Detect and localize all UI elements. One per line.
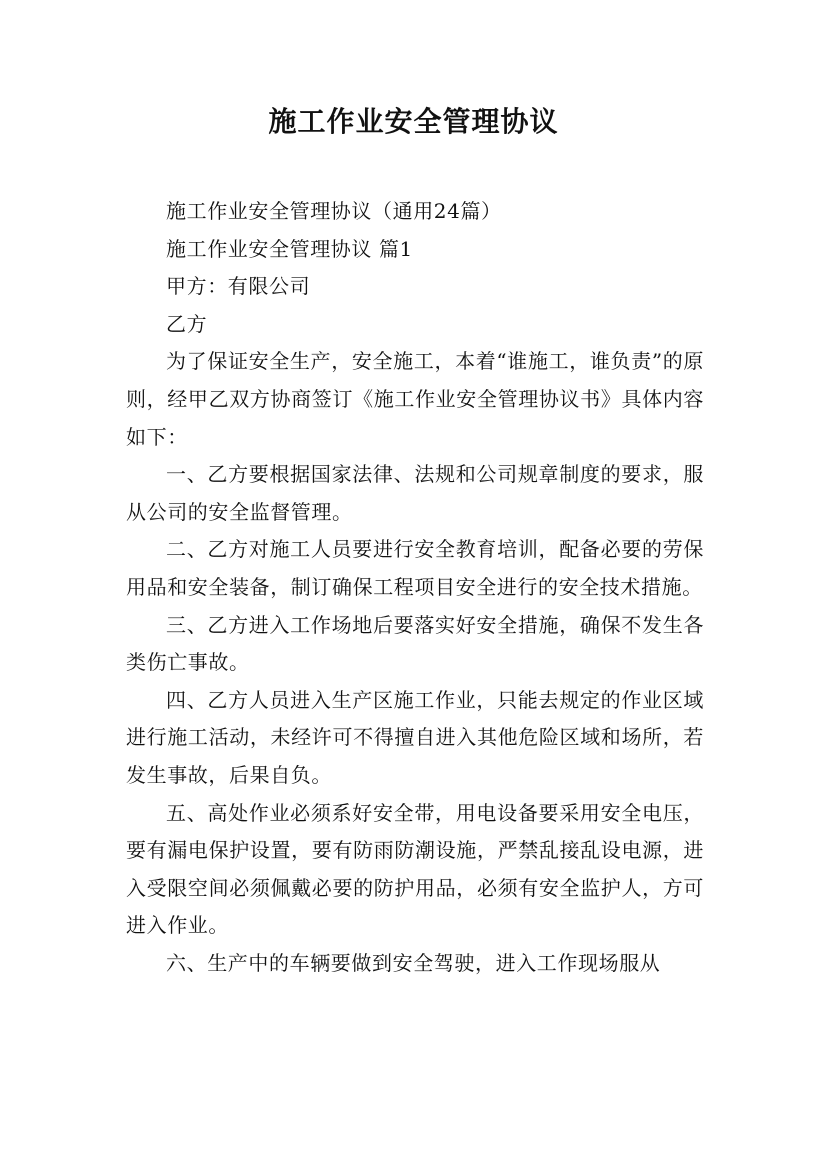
paragraph-party-b: 乙方: [166, 311, 208, 336]
document-title: 施工作业安全管理协议: [268, 105, 559, 138]
paragraph-preamble: 为了保证安全生产，安全施工，本着“谁施工，谁负责”的原则，经甲乙双方协商签订《施工作业安全管理协议书》具体内容如下：: [126, 349, 704, 449]
paragraph-party-a: 甲方：有限公司: [166, 274, 311, 299]
paragraph-clause-5: 五、高处作业必须系好安全带，用电设备要采用安全电压，要有漏电保护设置，要有防雨防潮设施，严禁乱接乱设电源，进入受限空间必须佩戴必要的防护用品，必须有安全监护人，方可进入作业。: [126, 800, 704, 938]
paragraph-clause-3: 三、乙方进入工作场地后要落实好安全措施，确保不发生各类伤亡事故。: [126, 612, 704, 675]
paragraph-clause-6: 六、生产中的车辆要做到安全驾驶，进入工作现场服从: [166, 950, 661, 975]
paragraph-clause-2: 二、乙方对施工人员要进行安全教育培训，配备必要的劳保用品和安全装备，制订确保工程项目安全进行的安全技术措施。: [126, 537, 704, 599]
paragraph-section-heading: 施工作业安全管理协议 篇1: [166, 236, 413, 261]
document-body: [126, 193, 704, 982]
paragraph-clause-1: 一、乙方要根据国家法律、法规和公司规章制度的要求，服从公司的安全监督管理。: [126, 462, 704, 524]
paragraph-subtitle: 施工作业安全管理协议（通用24篇）: [166, 199, 502, 223]
paragraph-clause-4: 四、乙方人员进入生产区施工作业，只能去规定的作业区域进行施工活动，未经许可不得擅自进入其他危险区域和场所，若发生事故，后果自负。: [126, 687, 704, 787]
